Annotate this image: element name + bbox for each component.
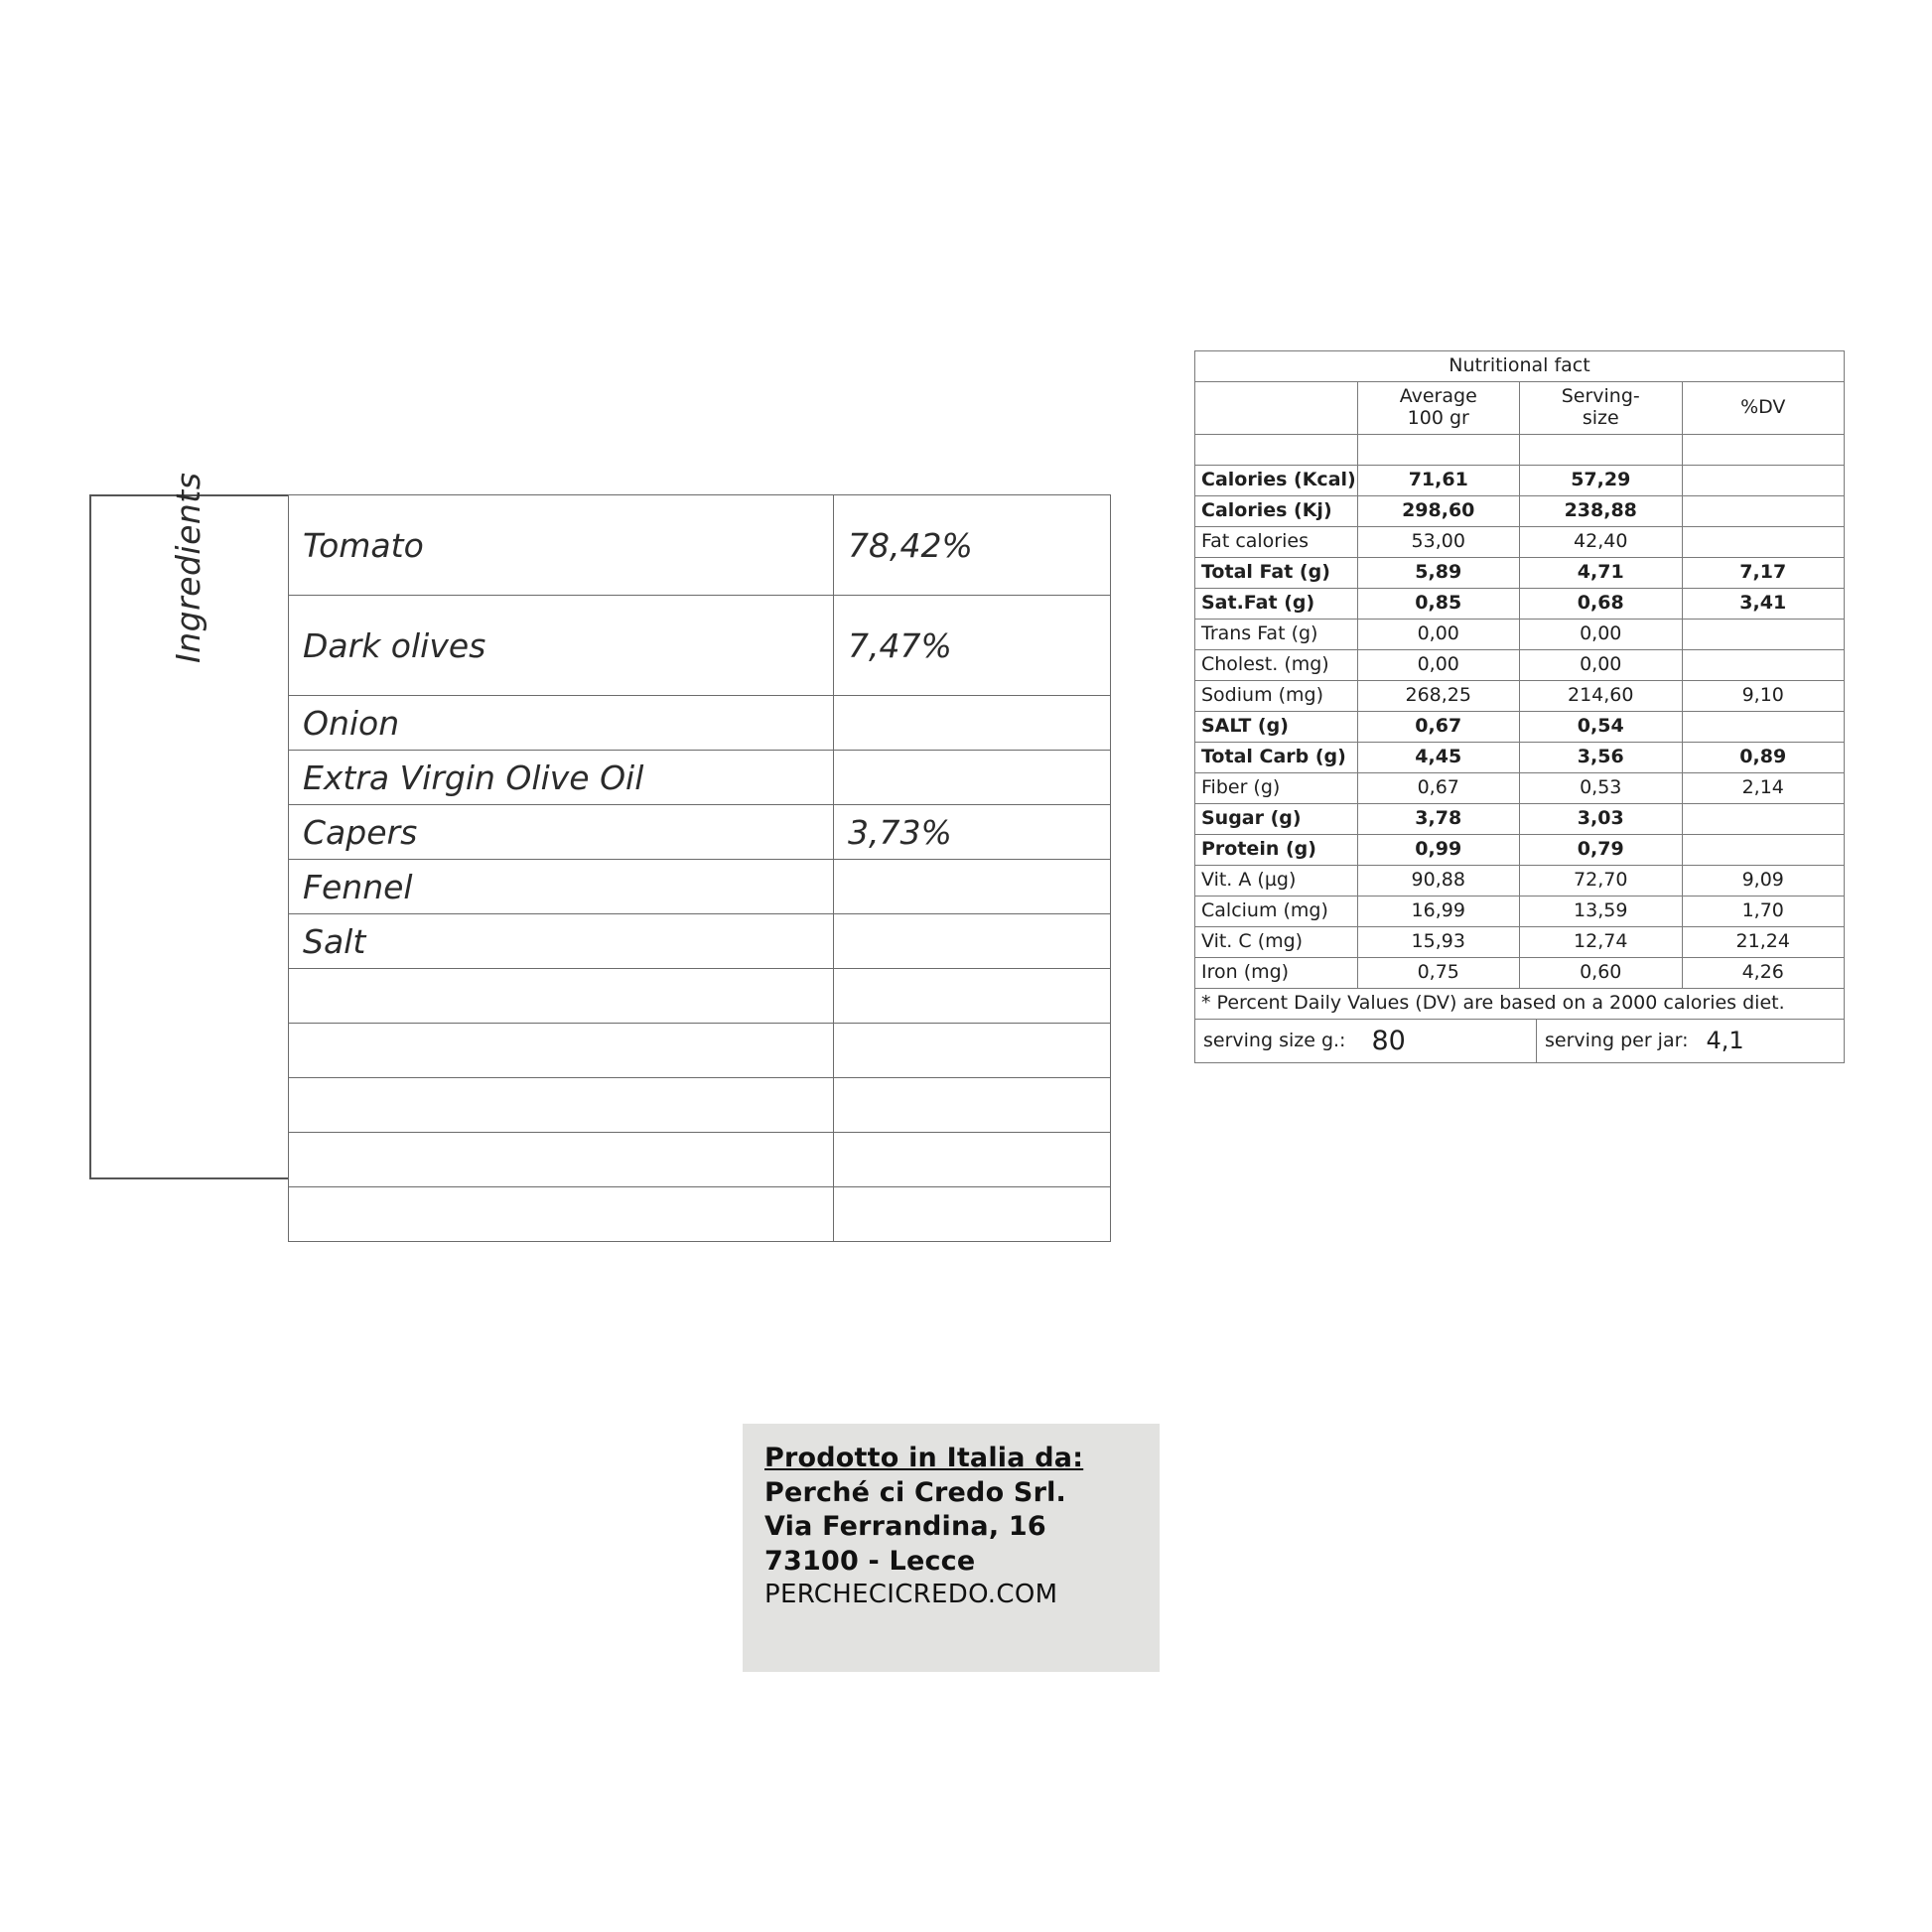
ingredient-row xyxy=(289,495,1111,596)
nutrient-serving: 57,29 xyxy=(1520,465,1683,495)
spacer-serving xyxy=(1520,434,1683,465)
header-average xyxy=(1357,382,1520,435)
nutrient-average: 0,67 xyxy=(1357,711,1520,742)
nutrient-serving: 0,00 xyxy=(1520,619,1683,649)
nutrition-row xyxy=(1195,619,1845,649)
nutrient-serving: 3,03 xyxy=(1520,803,1683,834)
nutrition-row xyxy=(1195,896,1845,926)
spacer-dv xyxy=(1682,434,1845,465)
header-serving-line1: Serving- xyxy=(1561,385,1640,407)
nutrient-dv: 1,70 xyxy=(1682,896,1845,926)
ingredient-percent xyxy=(834,1024,1111,1078)
producer-website: PERCHECICREDO.COM xyxy=(764,1580,1058,1610)
nutrient-label: Calcium (mg) xyxy=(1195,896,1358,926)
nutrient-average: 0,99 xyxy=(1357,834,1520,865)
producer-city: 73100 - Lecce xyxy=(764,1545,976,1577)
nutrition-title-row xyxy=(1195,351,1845,382)
nutrient-average: 298,60 xyxy=(1357,495,1520,526)
nutrition-row xyxy=(1195,742,1845,772)
nutrient-average: 0,00 xyxy=(1357,649,1520,680)
nutrition-row xyxy=(1195,711,1845,742)
nutrition-row xyxy=(1195,557,1845,588)
header-dv: %DV xyxy=(1682,382,1845,435)
ingredient-name xyxy=(289,1187,834,1242)
serving-per-jar-cell xyxy=(1537,1020,1845,1063)
serving-size-label: serving size g.: xyxy=(1203,1030,1346,1052)
ingredient-row xyxy=(289,696,1111,751)
nutrient-average: 0,85 xyxy=(1357,588,1520,619)
ingredient-percent xyxy=(834,751,1111,805)
serving-summary-row xyxy=(1194,1020,1845,1063)
ingredient-percent xyxy=(834,1187,1111,1242)
nutrition-footnote-row xyxy=(1195,988,1845,1019)
ingredient-name xyxy=(289,1133,834,1187)
producer-heading: Prodotto in Italia da: xyxy=(764,1443,1084,1473)
nutrient-average: 268,25 xyxy=(1357,680,1520,711)
nutrient-average: 4,45 xyxy=(1357,742,1520,772)
nutrient-label: Fiber (g) xyxy=(1195,772,1358,803)
nutrient-dv xyxy=(1682,495,1845,526)
ingredient-name: Onion xyxy=(289,696,834,751)
nutrition-row xyxy=(1195,957,1845,988)
ingredient-row xyxy=(289,1133,1111,1187)
nutrient-serving: 42,40 xyxy=(1520,526,1683,557)
nutrition-row xyxy=(1195,926,1845,957)
nutrition-row xyxy=(1195,465,1845,495)
nutrient-serving: 0,00 xyxy=(1520,649,1683,680)
serving-size-value: 80 xyxy=(1371,1025,1406,1056)
ingredient-name: Tomato xyxy=(289,495,834,596)
nutrition-panel xyxy=(1194,350,1845,1063)
nutrient-serving: 4,71 xyxy=(1520,557,1683,588)
nutrient-average: 16,99 xyxy=(1357,896,1520,926)
producer-stamp xyxy=(743,1424,1160,1672)
nutrient-dv: 9,09 xyxy=(1682,865,1845,896)
ingredient-name: Capers xyxy=(289,805,834,860)
nutrient-average: 0,00 xyxy=(1357,619,1520,649)
nutrient-label: Fat calories xyxy=(1195,526,1358,557)
serving-per-jar-label: serving per jar: xyxy=(1545,1030,1689,1052)
nutrition-row xyxy=(1195,588,1845,619)
ingredient-row xyxy=(289,1078,1111,1133)
nutrient-dv: 9,10 xyxy=(1682,680,1845,711)
ingredient-row xyxy=(289,751,1111,805)
ingredient-percent xyxy=(834,860,1111,914)
ingredient-name: Salt xyxy=(289,914,834,969)
nutrient-label: Iron (mg) xyxy=(1195,957,1358,988)
nutrient-serving: 0,79 xyxy=(1520,834,1683,865)
nutrient-serving: 238,88 xyxy=(1520,495,1683,526)
nutrient-dv xyxy=(1682,465,1845,495)
nutrient-dv xyxy=(1682,803,1845,834)
nutrient-serving: 0,53 xyxy=(1520,772,1683,803)
spacer-average xyxy=(1357,434,1520,465)
nutrient-label: Calories (Kcal) xyxy=(1195,465,1358,495)
nutrient-dv: 3,41 xyxy=(1682,588,1845,619)
header-serving-line2: size xyxy=(1582,406,1619,429)
nutrient-label: Protein (g) xyxy=(1195,834,1358,865)
nutrition-row xyxy=(1195,680,1845,711)
nutrient-average: 0,75 xyxy=(1357,957,1520,988)
nutrition-row xyxy=(1195,865,1845,896)
nutrient-dv xyxy=(1682,711,1845,742)
nutrient-dv xyxy=(1682,834,1845,865)
header-blank xyxy=(1195,382,1358,435)
nutrition-footnote: * Percent Daily Values (DV) are based on a 2000 calories diet. xyxy=(1195,988,1845,1019)
ingredient-percent xyxy=(834,1078,1111,1133)
ingredient-percent: 7,47% xyxy=(834,596,1111,696)
ingredients-side-label: Ingredients xyxy=(169,472,207,663)
ingredient-row xyxy=(289,969,1111,1024)
nutrient-label: Trans Fat (g) xyxy=(1195,619,1358,649)
nutrition-spacer-row xyxy=(1195,434,1845,465)
nutrient-label: SALT (g) xyxy=(1195,711,1358,742)
nutrition-row xyxy=(1195,772,1845,803)
nutrient-average: 0,67 xyxy=(1357,772,1520,803)
ingredient-name: Dark olives xyxy=(289,596,834,696)
ingredient-row xyxy=(289,596,1111,696)
nutrition-row xyxy=(1195,526,1845,557)
ingredients-table xyxy=(288,494,1111,1242)
ingredient-percent: 3,73% xyxy=(834,805,1111,860)
nutrient-serving: 0,60 xyxy=(1520,957,1683,988)
nutrient-average: 15,93 xyxy=(1357,926,1520,957)
nutrition-row xyxy=(1195,495,1845,526)
nutrient-label: Sat.Fat (g) xyxy=(1195,588,1358,619)
nutrient-dv: 4,26 xyxy=(1682,957,1845,988)
ingredient-name xyxy=(289,1024,834,1078)
nutrition-row xyxy=(1195,834,1845,865)
ingredient-name: Fennel xyxy=(289,860,834,914)
serving-per-jar-value: 4,1 xyxy=(1706,1027,1744,1055)
nutrient-label: Total Fat (g) xyxy=(1195,557,1358,588)
producer-street: Via Ferrandina, 16 xyxy=(764,1511,1046,1543)
nutrition-title: Nutritional fact xyxy=(1195,351,1845,382)
ingredients-panel xyxy=(89,472,1052,1179)
nutrition-row xyxy=(1195,803,1845,834)
nutrient-dv: 21,24 xyxy=(1682,926,1845,957)
nutrient-dv: 0,89 xyxy=(1682,742,1845,772)
ingredient-row xyxy=(289,1024,1111,1078)
producer-company: Perché ci Credo Srl. xyxy=(764,1476,1067,1508)
nutrient-label: Vit. C (mg) xyxy=(1195,926,1358,957)
header-serving xyxy=(1520,382,1683,435)
nutrient-label: Calories (Kj) xyxy=(1195,495,1358,526)
nutrient-label: Sodium (mg) xyxy=(1195,680,1358,711)
ingredient-percent xyxy=(834,1133,1111,1187)
nutrient-average: 90,88 xyxy=(1357,865,1520,896)
nutrient-average: 3,78 xyxy=(1357,803,1520,834)
nutrition-table xyxy=(1194,350,1845,1020)
ingredient-name xyxy=(289,969,834,1024)
ingredient-row xyxy=(289,1187,1111,1242)
serving-size-cell xyxy=(1194,1020,1537,1063)
spacer-label xyxy=(1195,434,1358,465)
ingredient-percent xyxy=(834,696,1111,751)
nutrient-dv xyxy=(1682,526,1845,557)
nutrient-serving: 13,59 xyxy=(1520,896,1683,926)
nutrient-label: Total Carb (g) xyxy=(1195,742,1358,772)
nutrient-dv: 7,17 xyxy=(1682,557,1845,588)
nutrition-header-row xyxy=(1195,382,1845,435)
nutrient-dv: 2,14 xyxy=(1682,772,1845,803)
ingredient-name xyxy=(289,1078,834,1133)
header-average-line1: Average xyxy=(1399,385,1477,407)
nutrient-average: 71,61 xyxy=(1357,465,1520,495)
nutrient-serving: 12,74 xyxy=(1520,926,1683,957)
nutrient-label: Vit. A (µg) xyxy=(1195,865,1358,896)
nutrient-serving: 3,56 xyxy=(1520,742,1683,772)
ingredients-table-body xyxy=(289,495,1111,1242)
nutrition-rows-body xyxy=(1195,465,1845,988)
nutrient-serving: 0,68 xyxy=(1520,588,1683,619)
nutrient-dv xyxy=(1682,619,1845,649)
ingredient-percent xyxy=(834,969,1111,1024)
nutrient-dv xyxy=(1682,649,1845,680)
ingredient-percent xyxy=(834,914,1111,969)
ingredient-percent: 78,42% xyxy=(834,495,1111,596)
nutrient-serving: 72,70 xyxy=(1520,865,1683,896)
nutrient-average: 53,00 xyxy=(1357,526,1520,557)
header-average-line2: 100 gr xyxy=(1407,406,1469,429)
nutrient-label: Cholest. (mg) xyxy=(1195,649,1358,680)
nutrition-row xyxy=(1195,649,1845,680)
nutrient-label: Sugar (g) xyxy=(1195,803,1358,834)
nutrient-average: 5,89 xyxy=(1357,557,1520,588)
nutrient-serving: 214,60 xyxy=(1520,680,1683,711)
nutrient-serving: 0,54 xyxy=(1520,711,1683,742)
ingredient-name: Extra Virgin Olive Oil xyxy=(289,751,834,805)
ingredient-row xyxy=(289,860,1111,914)
ingredient-row xyxy=(289,914,1111,969)
ingredient-row xyxy=(289,805,1111,860)
